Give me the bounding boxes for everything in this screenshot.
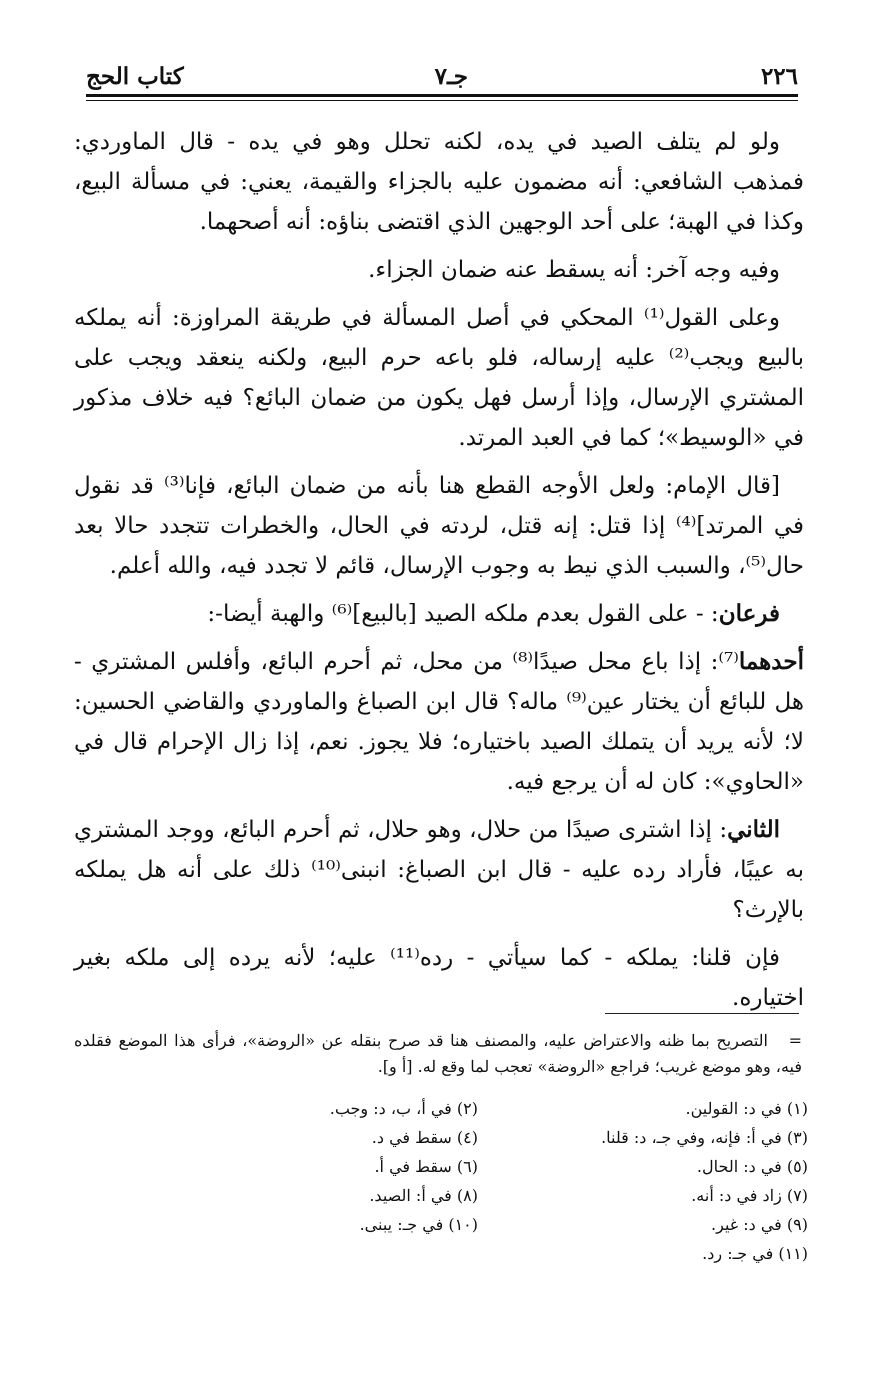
footnote-item: (٦) سقط في أ.	[374, 1157, 478, 1176]
footnote-row	[120, 1181, 808, 1210]
footnote-row	[120, 1094, 808, 1123]
paragraph-5	[74, 594, 804, 634]
paragraph-1: ولو لم يتلف الصيد في يده، لكنه تحلل وهو في يده - قال الماوردي: فمذهب الشافعي: أنه مضمون عليه بالجزاء والقيمة، يعني: في مسألة البيع، وكذا في الهبة؛ على أحد الوجهين الذي اقتضى بناؤه: أنه أصحهما.	[74, 129, 804, 235]
paragraph-2: وفيه وجه آخر: أنه يسقط عنه ضمان الجزاء.	[368, 257, 780, 283]
volume-label: جـ٧	[434, 63, 468, 90]
header-rule-thin	[86, 100, 798, 101]
footnote-item: (٩) في د: غير.	[711, 1215, 808, 1234]
page-number: ٢٢٦	[760, 63, 798, 90]
heading-faraan: فرعان	[718, 600, 780, 627]
paragraph-8: فإن قلنا: يملكه - كما سيأتي - رده⁽¹¹⁾ عليه؛ لأنه يرده إلى ملكه بغير اختياره.	[74, 945, 804, 1011]
footnote-row	[120, 1210, 808, 1239]
footnote-item: (٨) في أ: الصيد.	[369, 1186, 478, 1205]
heading-althani: الثاني	[727, 816, 780, 843]
paragraph-6	[74, 642, 804, 802]
footnote-continuation	[74, 1028, 802, 1080]
footnotes-list	[120, 1094, 808, 1268]
paragraph-4: [قال الإمام: ولعل الأوجه القطع هنا بأنه من ضمان البائع، فإنا⁽³⁾ قد نقول في المرتد]⁽⁴⁾ إذا قتل: إنه قتل، لردته في الحال، والخطرات تتجدد حالا بعد حال⁽⁵⁾، والسبب الذي نيط به وجوب الإرسال، قائم لا تجدد فيه، والله أعلم.	[74, 473, 804, 579]
continuation-mark: =	[788, 1031, 802, 1050]
footnote-row	[120, 1239, 808, 1268]
footnote-item: (٧) زاد في د: أنه.	[691, 1186, 808, 1205]
paragraph-3: وعلى القول⁽¹⁾ المحكي في أصل المسألة في طريقة المراوزة: أنه يملكه بالبيع ويجب⁽²⁾ عليه إرساله، فلو باعه حرم البيع، ولكنه ينعقد ويجب على المشتري الإرسال، وإذا أرسل فهل يكون من ضمان البائع؟ فيه خلاف مذكور في «الوسيط»؛ كما في العبد المرتد.	[74, 305, 804, 451]
paragraph-7-text: : إذا اشترى صيدًا من حلال، وهو حلال، ثم أحرم البائع، ووجد المشتري به عيبًا، فأراد رده عليه - قال ابن الصباغ: انبنى⁽¹⁰⁾ ذلك على أنه هل يملكه بالإرث؟	[74, 817, 804, 923]
book-title: كتاب الحج	[86, 63, 184, 90]
footnote-item: (٤) سقط في د.	[371, 1128, 478, 1147]
footnote-item: (١) في د: القولين.	[685, 1099, 808, 1118]
main-text	[74, 122, 804, 1026]
footnote-item: (٥) في د: الحال.	[696, 1157, 808, 1176]
footnote-item: (١٠) في جـ: يبنى.	[359, 1215, 478, 1234]
page-header	[86, 60, 798, 94]
footnote-item: (٢) في أ، ب، د: وجب.	[329, 1099, 478, 1118]
heading-ahaduhuma: أحدهما	[738, 648, 804, 675]
paragraph-6-text: ⁽⁷⁾: إذا باع محل صيدًا⁽⁸⁾ من محل، ثم أحرم البائع، وأفلس المشتري - هل للبائع أن يختار عين⁽⁹⁾ ماله؟ قال ابن الصباغ والماوردي والقاضي الحسين: لا؛ لأنه يريد أن يتملك الصيد باختياره؛ فلا يجوز. نعم، إذا زال الإحرام قال في «الحاوي»: كان له أن يرجع فيه.	[74, 649, 804, 795]
paragraph-5-text: : - على القول بعدم ملكه الصيد [بالبيع]⁽⁶⁾ والهبة أيضا-:	[207, 601, 719, 627]
footnote-separator	[605, 1013, 799, 1014]
paragraph-7	[74, 810, 804, 930]
footnote-row	[120, 1123, 808, 1152]
continuation-text: التصريح بما ظنه والاعتراض عليه، والمصنف هنا قد صرح بنقله عن «الروضة»، فرأى هذا الموضع فقلده فيه، وهو موضع غريب؛ فراجع «الروضة» تعجب لما وقع له. [أ و].	[74, 1031, 802, 1076]
footnote-row	[120, 1152, 808, 1181]
header-rule-thick	[86, 94, 798, 97]
footnote-item: (٣) في أ: فإنه، وفي جـ، د: قلنا.	[601, 1128, 808, 1147]
footnote-item: (١١) في جـ: رد.	[702, 1244, 808, 1263]
